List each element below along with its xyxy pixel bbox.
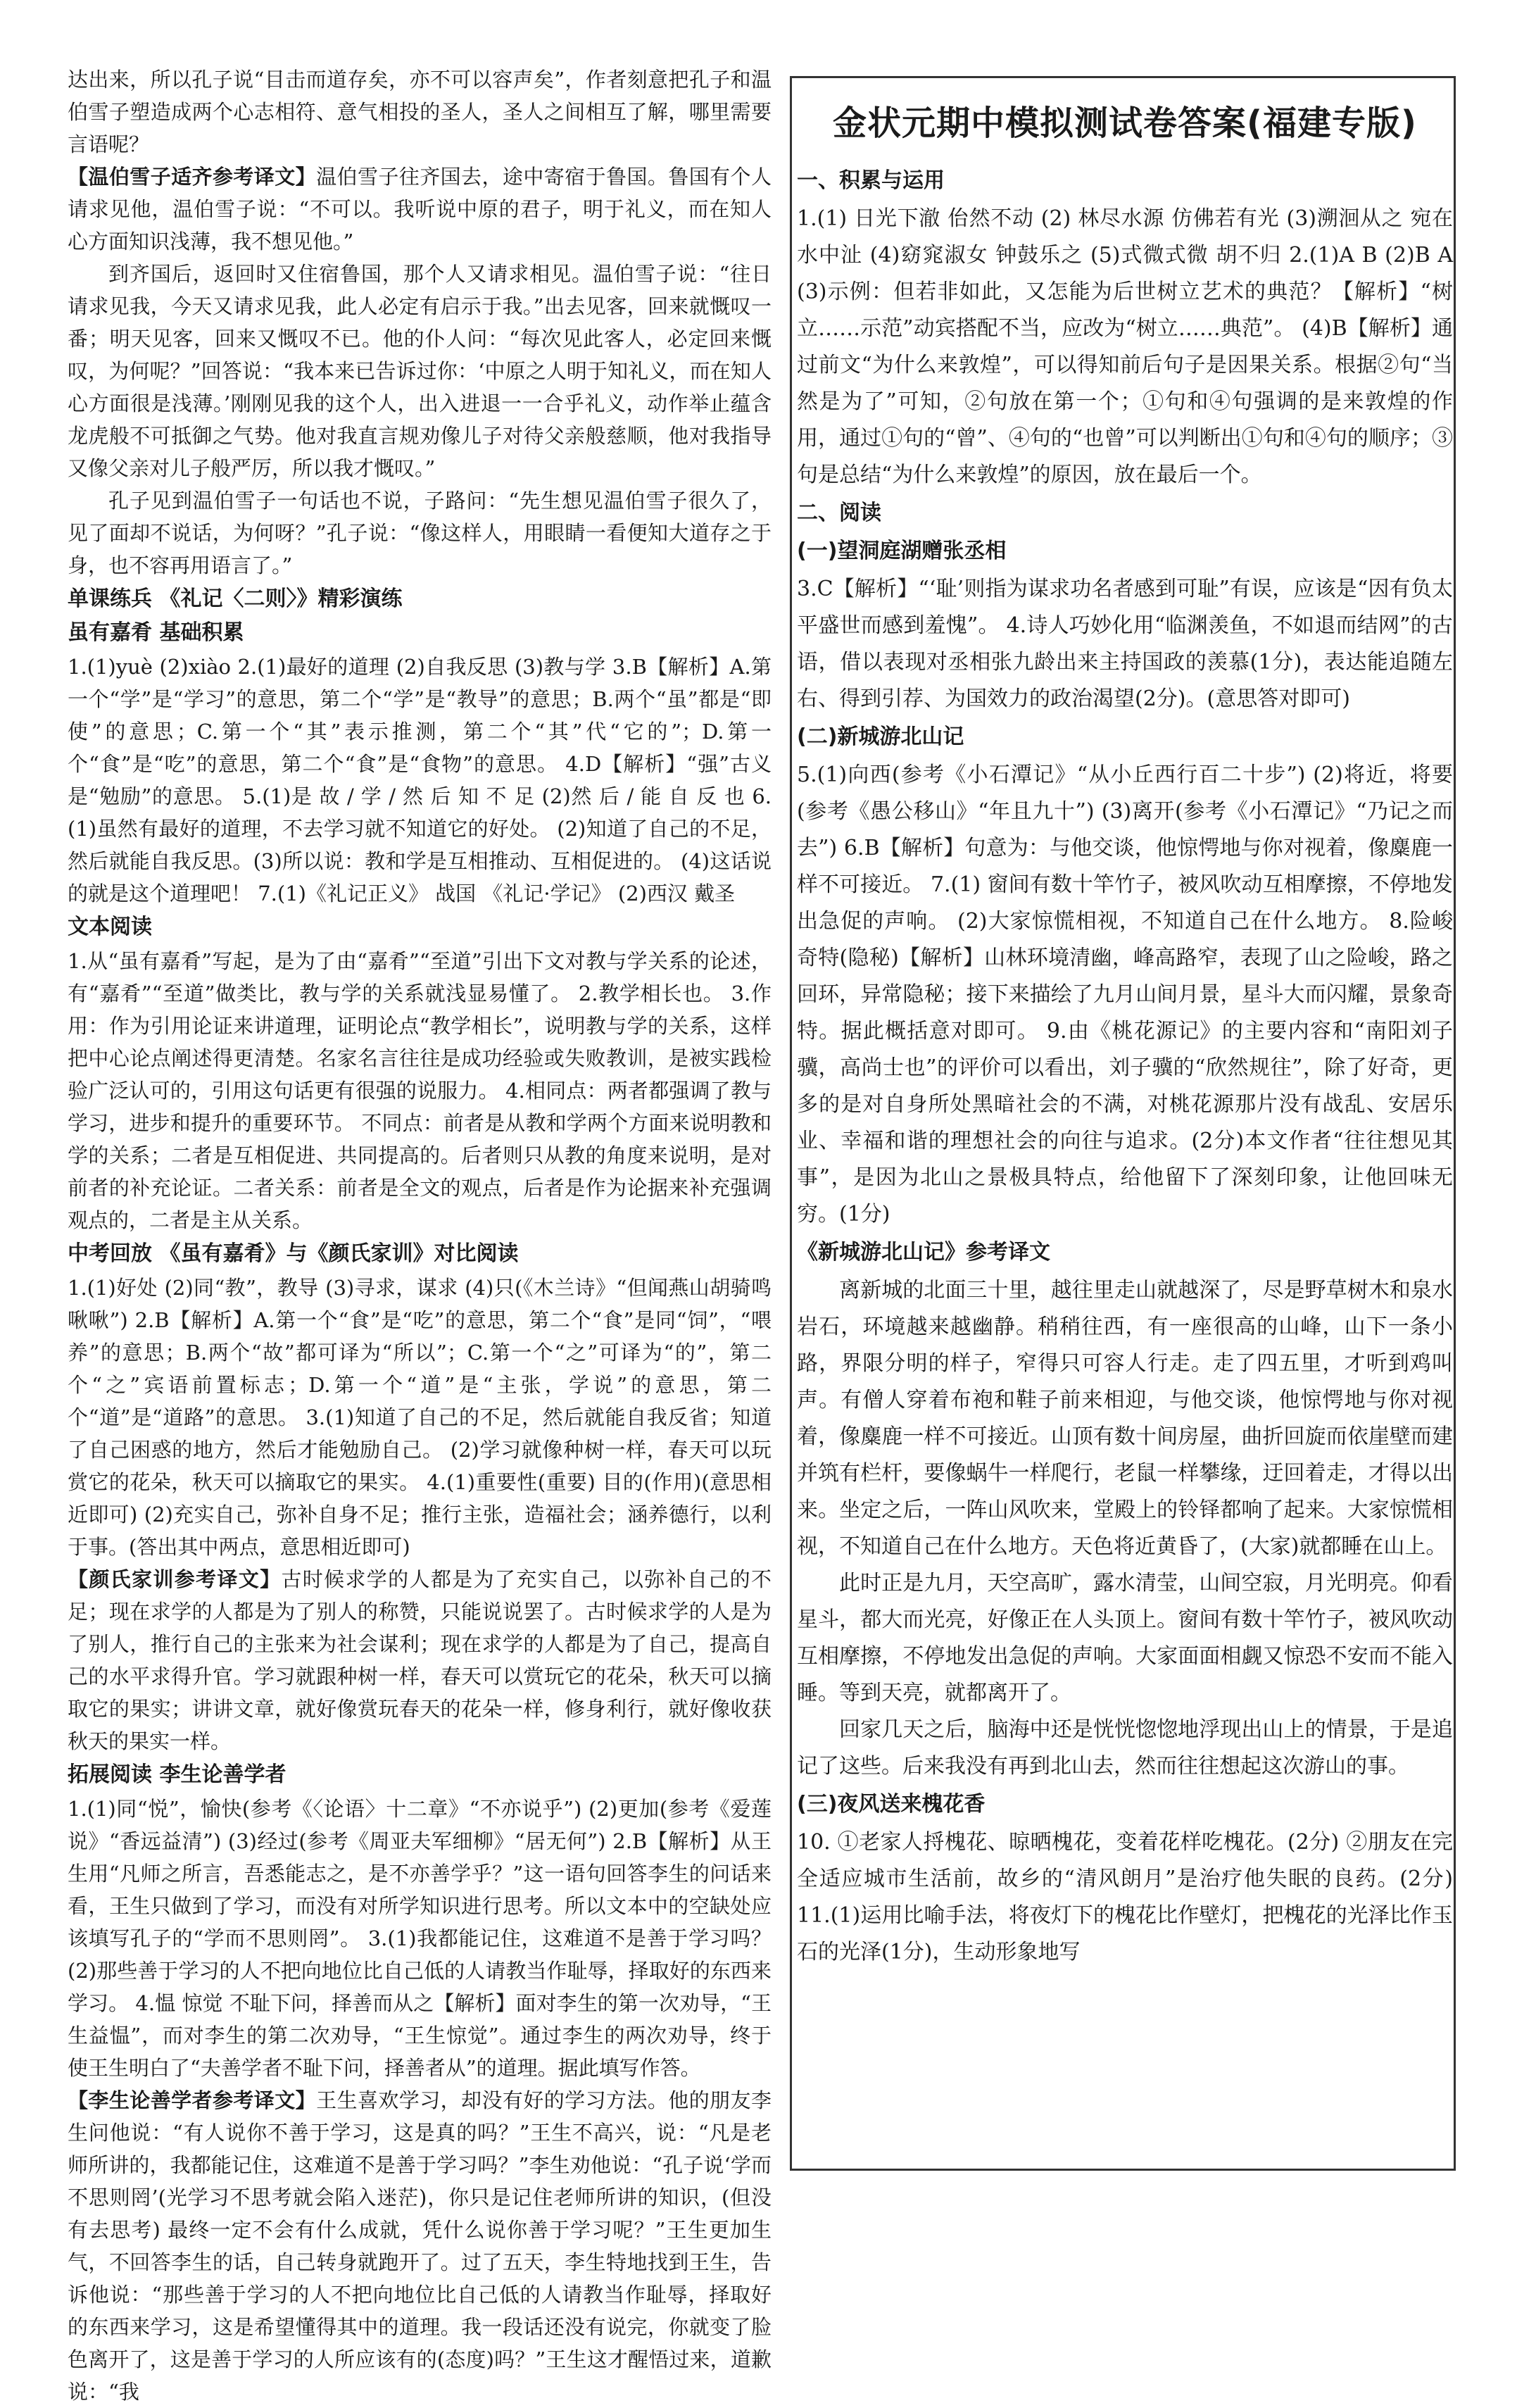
answer-paragraph: 回家几天之后，脑海中还是恍恍惚惚地浮现出山上的情景，于是追记了这些。后来我没有再到北山去，然而往往想起这次游山的事。 bbox=[797, 1717, 1453, 1779]
answer-paragraph: 到齐国后，返回时又住宿鲁国，那个人又请求相见。温伯雪子说：“往日请求见我，今天又请求见我，此人必定有启示于我。”出去见客，回来就慨叹一番；明天见客，回来又慨叹不已。他的仆人问：“每次见此客人，必定回来慨叹，为何呢？”回答说：“我本来已告诉过你：‘中原之人明于知礼义，而在知人心方面很是浅薄。’刚刚见我的这个人，出入进退一一合乎礼义，动作举止蕴含龙虎般不可抵御之气势。他对我直言规劝像儿子对待父亲般慈顺，他对我指导又像父亲对儿子般严厉，所以我才慨叹。” bbox=[68, 262, 772, 480]
translation-paragraph bbox=[68, 2084, 772, 2408]
answer-paragraph: 1.(1)好处 (2)同“教”，教导 (3)寻求，谋求 (4)只(《木兰诗》“但闻燕山胡骑鸣啾啾”) 2.B【解析】A.第一个“食”是“吃”的意思，第二个“食”是同“饲”，“喂养”的意思；B.两个“故”都可译为“所以”；C.第一个“之”可译为“的”，第二个“之”宾语前置标志；D.第一个“道”是“主张，学说”的意思，第二个“道”是“道路”的意思。 3.(1)知道了自己的不足，然后就能自我反省；知道了自己困惑的地方，然后才能勉励自己。 (2)学习就像种树一样，春天可以玩赏它的花朵，秋天可以摘取它的果实。 4.(1)重要性(重要) 目的(作用)(意思相近即可) (2)充实自己，弥补自身不足；推行主张，造福社会；涵养德行，以利于事。(答出其中两点，意思相近即可) bbox=[68, 1276, 772, 1559]
translation-paragraph bbox=[68, 1563, 772, 1757]
answer-paragraph: 离新城的北面三十里，越往里走山就越深了，尽是野草树木和泉水岩石，环境越来越幽静。稍稍往西，有一座很高的山峰，山下一条小路，界限分明的样子，窄得只可容人行走。走了四五里，才听到鸡叫声。有僧人穿着布袍和鞋子前来相迎，与他交谈，他惊愕地与你对视着，像麋鹿一样不可接近。山顶有数十间房屋，曲折回旋而依崖壁而建并筑有栏杆，要像蜗牛一样爬行，老鼠一样攀缘，迂回着走，才得以出来。坐定之后，一阵山风吹来，堂殿上的铃铎都响了起来。大家惊慌相视，不知道自己在什么地方。天色将近黄昏了，(大家)就都睡在山上。 bbox=[797, 1278, 1453, 1559]
answer-paragraph: 1.从“虽有嘉肴”写起，是为了由“嘉肴”“至道”引出下文对教与学关系的论述，有“嘉肴”“至道”做类比，教与学的关系就浅显易懂了。 2.教学相长也。 3.作用：作为引用论证来讲道理，证明论点“教学相长”，说明教与学的关系，这样把中心论点阐述得更清楚。名家名言往往是成功经验或失败教训，是被实践检验广泛认可的，引用这句话更有很强的说服力。 4.相同点：两者都强调了教与学习，进步和提升的重要环节。 不同点：前者是从教和学两个方面来说明教和学的关系；二者是互相促进、共同提高的。后者则只从教的角度来说明，是对前者的补充论证。二者关系：前者是全文的观点，后者是作为论据来补充强调观点的，二者是主从关系。 bbox=[68, 949, 772, 1232]
section-heading: (一)望洞庭湖赠张丞相 bbox=[797, 539, 1007, 563]
answer-sheet-title: 金状元期中模拟测试卷答案(福建专版) bbox=[833, 104, 1417, 143]
section-heading: 文本阅读 bbox=[68, 915, 152, 939]
section-heading: 《新城游北山记》参考译文 bbox=[797, 1240, 1050, 1265]
left-column bbox=[68, 63, 772, 2404]
translation-tag: 【温伯雪子适齐参考译文】 bbox=[68, 165, 317, 189]
section-heading: 一、积累与运用 bbox=[797, 168, 945, 193]
section-heading: 拓展阅读 李生论善学者 bbox=[68, 1762, 287, 1787]
answer-paragraph: 10. ①老家人捋槐花、晾晒槐花，变着花样吃槐花。(2分) ②朋友在完全适应城市生活前，故乡的“清风朗月”是治疗他失眠的良药。(2分) 11.(1)运用比喻手法，将夜灯下的槐花比作壁灯，把槐花的光泽比作玉石的光泽(1分)，生动形象地写 bbox=[797, 1830, 1453, 1964]
answer-paragraph: 3.C【解析】“‘耻’则指为谋求功名者感到可耻”有误，应该是“因有负太平盛世而感到羞愧”。 4.诗人巧妙化用“临渊羡鱼，不如退而结网”的古语，借以表现对丞相张九龄出来主持国政的羡慕(1分)，表达能追随左右、得到引荐、为国效力的政治渴望(2分)。(意思答对即可) bbox=[797, 577, 1453, 711]
translation-text: 温伯雪子往齐国去，途中寄宿于鲁国。鲁国有个人请求见他，温伯雪子说：“不可以。我听说中原的君子，明于礼义，而在知人心方面知识浅薄，我不想见他。” bbox=[68, 165, 772, 253]
section-heading: 虽有嘉肴 基础积累 bbox=[68, 620, 244, 645]
translation-text: 王生喜欢学习，却没有好的学习方法。他的朋友李生问他说：“有人说你不善于学习，这是真的吗？”王生不高兴，说：“凡是老师所讲的，我都能记住，这难道不是善于学习吗？”李生劝他说：“孔子说‘学而不思则罔’(光学习不思考就会陷入迷茫)，你只是记住老师所讲的知识，(但没有去思考) 最终一定不会有什么成就，凭什么说你善于学习呢？”王生更加生气，不回答李生的话，自己转身就跑开了。过了五天，李生特地找到王生，告诉他说：“那些善于学习的人不把向地位比自己低的人请教当作耻辱，择取好的东西来学习，这是希望懂得其中的道理。我一段话还没有说完，你就变了脸色离开了，这是善于学习的人所应该有的(态度)吗？”王生这才醒悟过来，道歉说：“我 bbox=[68, 2088, 772, 2404]
answer-paragraph: 1.(1)yuè (2)xiào 2.(1)最好的道理 (2)自我反思 (3)教与学 3.B【解析】A.第一个“学”是“学习”的意思，第二个“学”是“教导”的意思；B.两个“虽”都是“即使”的意思；C.第一个“其”表示推测，第二个“其”代“它的”；D.第一个“食”是“吃”的意思，第二个“食”是“食物”的意思。 4.D【解析】“强”古义是“勉励”的意思。 5.(1)是 故 / 学 / 然 后 知 不 足 (2)然 后 / 能 自 反 也 6.(1)虽然有最好的道理，不去学习就不知道它的好处。 (2)知道了自己的不足，然后就能自我反思。(3)所以说：教和学是互相推动、互相促进的。 (4)这话说的就是这个道理吧！ 7.(1)《礼记正义》 战国 《礼记·学记》 (2)西汉 戴圣 bbox=[68, 655, 772, 905]
section-heading: 单课练兵 《礼记〈二则〉》精彩演练 bbox=[68, 587, 403, 611]
section-heading: (二)新城游北山记 bbox=[797, 725, 964, 749]
translation-text: 古时候求学的人都是为了充实自己，以弥补自己的不足；现在求学的人都是为了别人的称赞，只能说说罢了。古时候求学的人是为了别人，推行自己的主张来为社会谋利；现在求学的人都是为了自己，提高自己的水平求得升官。学习就跟种树一样，春天可以赏玩它的花朵，秋天可以摘取它的果实；讲讲文章，就好像赏玩春天的花朵一样，修身利行，就好像收获秋天的果实一样。 bbox=[68, 1567, 772, 1753]
answer-paragraph: 达出来，所以孔子说“目击而道存矣，亦不可以容声矣”，作者刻意把孔子和温伯雪子塑造成两个心志相符、意气相投的圣人，圣人之间相互了解，哪里需要言语呢？ bbox=[68, 68, 772, 156]
answer-paragraph: 1.(1)同“悦”，愉快(参考《〈论语〉十二章》“不亦说乎”) (2)更加(参考《爱莲说》“香远益清”) (3)经过(参考《周亚夫军细柳》“居无何”) 2.B【解析】从王生用“凡师之所言，吾悉能志之，是不亦善学乎？”这一语句回答李生的问话来看，王生只做到了学习，而没有对所学知识进行思考。所以文本中的空缺处应该填写孔子的“学而不思则罔”。 3.(1)我都能记住，这难道不是善于学习吗？ (2)那些善于学习的人不把向地位比自己低的人请教当作耻辱，择取好的东西来学习。 4.愠 惊觉 不耻下问，择善而从之【解析】面对李生的第一次劝导，“王生益愠”，而对李生的第二次劝导，“王生惊觉”。通过李生的两次劝导，终于使王生明白了“夫善学者不耻下问，择善者从”的道理。据此填写作答。 bbox=[68, 1797, 772, 2080]
section-heading: 中考回放 《虽有嘉肴》与《颜氏家训》对比阅读 bbox=[68, 1241, 519, 1266]
answer-paragraph: 1.(1) 日光下澈 佁然不动 (2) 林尽水源 仿佛若有光 (3)溯洄从之 宛在水中沚 (4)窈窕淑女 钟鼓乐之 (5)式微式微 胡不归 2.(1)A B (2)B A (3)示例：但若非如此，又怎能为后世树立艺术的典范？【解析】“树立……示范”动宾搭配不当，应改为“树立……典范”。 (4)B【解析】通过前文“为什么来敦煌”，可以得知前后句子是因果关系。根据②句“当然是为了”可知，②句放在第一个；①句和④句强调的是来敦煌的作用，通过①句的“曾”、④句的“也曾”可以判断出①句和④句的顺序；③句是总结“为什么来敦煌”的原因，放在最后一个。 bbox=[797, 206, 1453, 487]
answer-paragraph: 5.(1)向西(参考《小石潭记》“从小丘西行百二十步”) (2)将近，将要(参考《愚公移山》“年且九十”) (3)离开(参考《小石潭记》“乃记之而去”) 6.B【解析】句意为：与他交谈，他惊愕地与你对视着，像麋鹿一样不可接近。 7.(1) 窗间有数十竿竹子，被风吹动互相摩擦，不停地发出急促的声响。 (2)大家惊慌相视，不知道自己在什么地方。 8.险峻 奇特(隐秘)【解析】山林环境清幽，峰高路窄，表现了山之险峻，路之回环，异常隐秘；接下来描绘了九月山间月景，星斗大而闪耀，景象奇特。据此概括意对即可。 9.由《桃花源记》的主要内容和“南阳刘子骥，高尚士也”的评价可以看出，刘子骥的“欣然规往”，除了好奇，更多的是对自身所处黑暗社会的不满，对桃花源那片没有战乱、安居乐业、幸福和谐的理想社会的向往与追求。(2分)本文作者“往往想见其事”，是因为北山之景极具特点，给他留下了深刻印象，让他回味无穷。(1分) bbox=[797, 763, 1453, 1227]
translation-paragraph bbox=[68, 161, 772, 258]
right-column bbox=[797, 63, 1453, 2169]
section-heading: (三)夜风送来槐花香 bbox=[797, 1792, 986, 1817]
translation-tag: 【李生论善学者参考译文】 bbox=[68, 2088, 317, 2112]
section-heading: 二、阅读 bbox=[797, 501, 881, 525]
right-column-body bbox=[797, 163, 1453, 1971]
answer-paragraph: 孔子见到温伯雪子一句话也不说，子路问：“先生想见温伯雪子很久了，见了面却不说话，为何呀？”孔子说：“像这样人，用眼睛一看便知大道存之于身，也不容再用语言了。” bbox=[68, 489, 772, 577]
answer-paragraph: 此时正是九月，天空高旷，露水清莹，山间空寂，月光明亮。仰看星斗，都大而光亮，好像正在人头顶上。窗间有数十竿竹子，被风吹动互相摩擦，不停地发出急促的声响。大家面面相觑又惊恐不安而不能入睡。等到天亮，就都离开了。 bbox=[797, 1571, 1453, 1705]
translation-tag: 【颜氏家训参考译文】 bbox=[68, 1567, 282, 1591]
